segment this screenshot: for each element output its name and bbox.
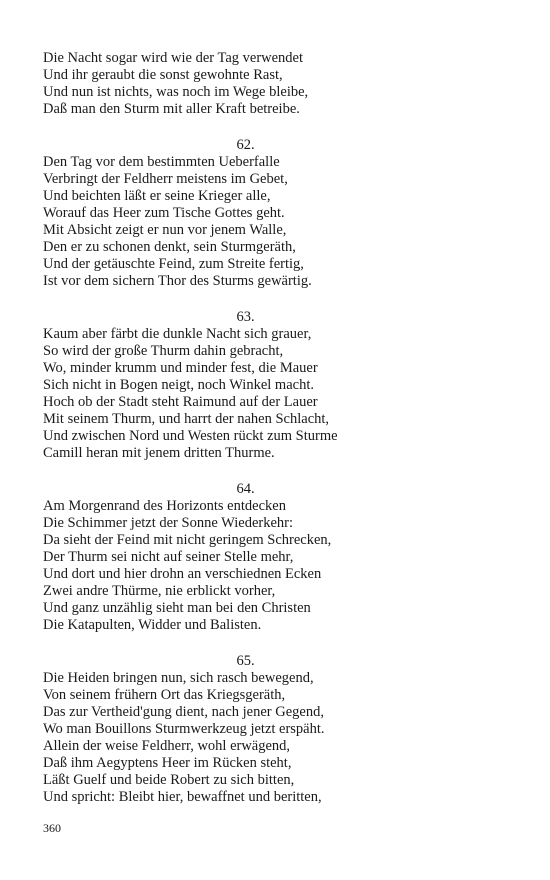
verse-line: Und ihr geraubt die sonst gewohnte Rast, bbox=[43, 67, 283, 83]
verse-line: Mit Absicht zeigt er nun vor jenem Walle, bbox=[43, 222, 287, 238]
verse-line: So wird der große Thurm dahin gebracht, bbox=[43, 343, 284, 359]
verse-line: Die Heiden bringen nun, sich rasch bewegend, bbox=[43, 670, 314, 686]
verse-line: Die Nacht sogar wird wie der Tag verwendet bbox=[43, 50, 304, 66]
verse-line: Läßt Guelf und beide Robert zu sich bitten, bbox=[43, 772, 295, 788]
verse-line: Und der getäuschte Feind, zum Streite fertig, bbox=[43, 256, 304, 272]
verse-line: Da sieht der Feind mit nicht geringem Schrecken, bbox=[43, 532, 332, 548]
verse-line: Die Katapulten, Widder und Balisten. bbox=[43, 617, 262, 633]
verse-line: Daß ihm Aegyptens Heer im Rücken steht, bbox=[43, 755, 292, 771]
stanza-number: 63. bbox=[236, 309, 255, 325]
verse-line: Daß man den Sturm mit aller Kraft betreibe. bbox=[43, 101, 300, 117]
verse-line: Camill heran mit jenem dritten Thurme. bbox=[43, 445, 275, 461]
verse-line: Verbringt der Feldherr meistens im Gebet, bbox=[43, 171, 288, 187]
verse-line: Und nun ist nichts, was noch im Wege bleibe, bbox=[43, 84, 309, 100]
verse-line: Am Morgenrand des Horizonts entdecken bbox=[43, 498, 286, 514]
verse-line: Den er zu schonen denkt, sein Sturmgeräth, bbox=[43, 239, 296, 255]
verse-line: Den Tag vor dem bestimmten Ueberfalle bbox=[43, 154, 280, 170]
page-text bbox=[43, 50, 513, 825]
page-number: 360 bbox=[43, 821, 61, 835]
stanza-62 bbox=[43, 137, 513, 290]
verse-line: Sich nicht in Bogen neigt, noch Winkel macht. bbox=[43, 377, 314, 393]
verse-line: Kaum aber färbt die dunkle Nacht sich grauer, bbox=[43, 326, 312, 342]
verse-line: Wo, minder krumm und minder fest, die Mauer bbox=[43, 360, 318, 376]
verse-line: Das zur Vertheid'gung dient, nach jener Gegend, bbox=[43, 704, 324, 720]
stanza-number: 62. bbox=[236, 137, 255, 153]
stanza-number: 64. bbox=[236, 481, 255, 497]
verse-line: Und spricht: Bleibt hier, bewaffnet und beritten, bbox=[43, 789, 322, 805]
verse-line: Ist vor dem sichern Thor des Sturms gewärtig. bbox=[43, 273, 312, 289]
verse-line: Die Schimmer jetzt der Sonne Wiederkehr: bbox=[43, 515, 293, 531]
verse-line: Und dort und hier drohn an verschiednen Ecken bbox=[43, 566, 322, 582]
verse-line: Mit seinem Thurm, und harrt der nahen Schlacht, bbox=[43, 411, 330, 427]
verse-line: Und zwischen Nord und Westen rückt zum Sturme bbox=[43, 428, 338, 444]
verse-line: Worauf das Heer zum Tische Gottes geht. bbox=[43, 205, 285, 221]
stanza-continuation bbox=[43, 50, 513, 118]
stanza-64 bbox=[43, 481, 513, 634]
stanza-65 bbox=[43, 653, 513, 806]
verse-line: Der Thurm sei nicht auf seiner Stelle mehr, bbox=[43, 549, 294, 565]
verse-line: Von seinem frühern Ort das Kriegsgeräth, bbox=[43, 687, 286, 703]
verse-line: Wo man Bouillons Sturmwerkzeug jetzt erspäht. bbox=[43, 721, 325, 737]
verse-line: Zwei andre Thürme, nie erblickt vorher, bbox=[43, 583, 276, 599]
verse-line: Und ganz unzählig sieht man bei den Christen bbox=[43, 600, 311, 616]
stanza-number: 65. bbox=[236, 653, 255, 669]
stanza-63 bbox=[43, 309, 513, 462]
verse-line: Hoch ob der Stadt steht Raimund auf der Lauer bbox=[43, 394, 318, 410]
verse-line: Allein der weise Feldherr, wohl erwägend, bbox=[43, 738, 291, 754]
verse-line: Und beichten läßt er seine Krieger alle, bbox=[43, 188, 271, 204]
